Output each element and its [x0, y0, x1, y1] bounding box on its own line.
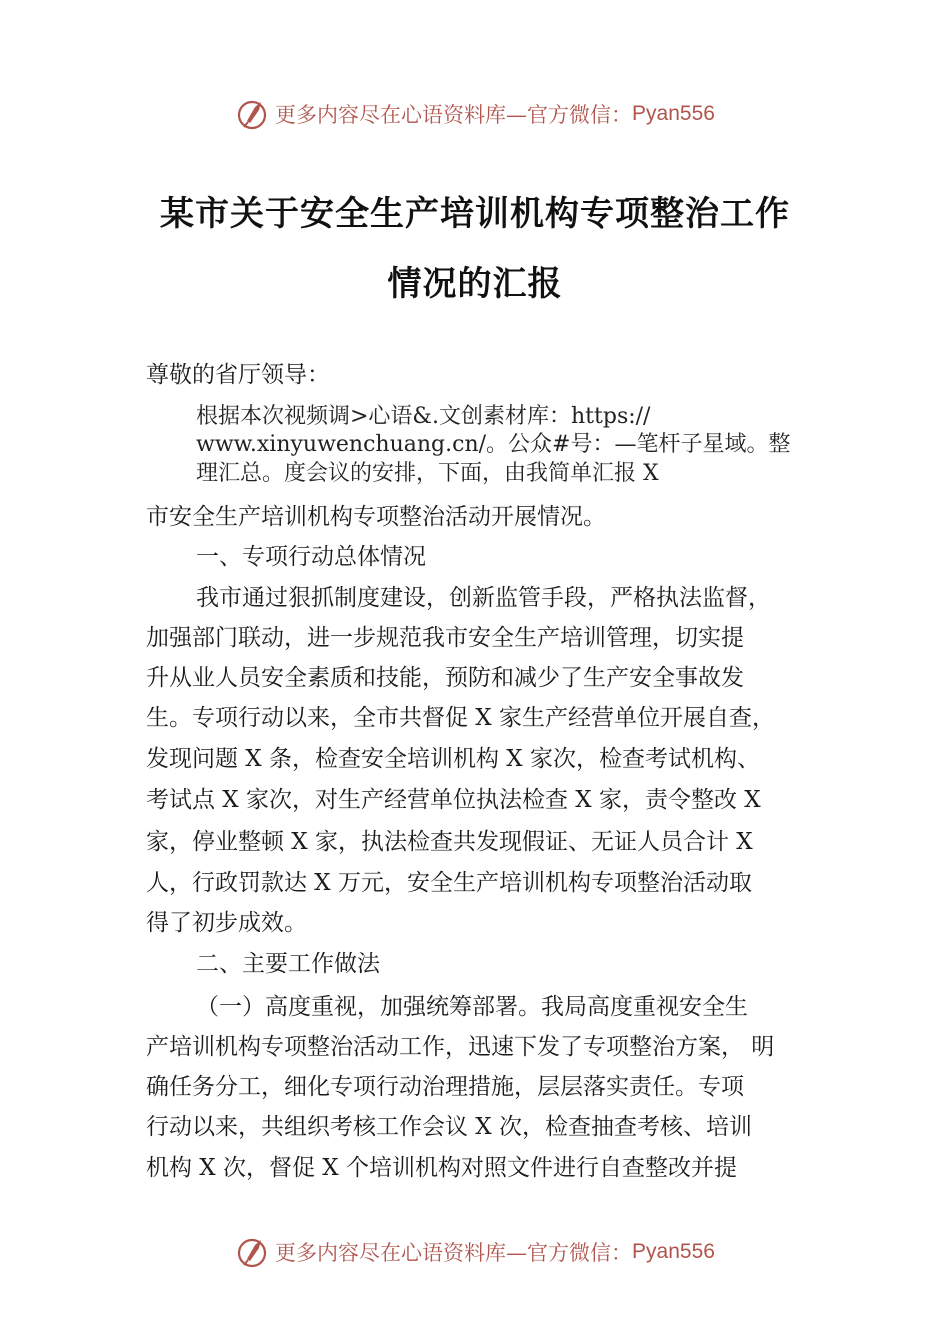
body-line: 家，停业整顿 X 家，执法检查共发现假证、无证人员合计 X [146, 829, 753, 855]
section-heading-1: 一、专项行动总体情况 [196, 544, 426, 570]
body-line: 考试点 X 家次，对生产经营单位执法检查 X 家，责令整改 X [146, 787, 761, 813]
body-line: 行动以来，共组织考核工作会议 X 次，检查抽查考核、培训 [146, 1114, 752, 1140]
body-line: 确任务分工，细化专项行动治理措施，层层落实责任。专项 [146, 1074, 744, 1100]
banner-wechat-id: Pyan556 [632, 1240, 715, 1263]
body-line: 生。专项行动以来，全市共督促 X 家生产经营单位开展自查， [146, 705, 775, 731]
body-line: 人，行政罚款达 X 万元，安全生产培训机构专项整治活动取 [146, 870, 752, 896]
body-line: 机构 X 次，督促 X 个培训机构对照文件进行自查整改并提 [146, 1155, 737, 1181]
watermark-line-2: www.xinyuwenchuang.cn/。公众#号：—笔杆子星域。整 [196, 432, 791, 457]
document-title-line-2: 情况的汇报 [387, 264, 563, 304]
banner-wechat-id: Pyan556 [632, 102, 715, 125]
pen-nib-circle-icon [235, 96, 271, 132]
body-line: （一）高度重视，加强统筹部署。我局高度重视安全生 [196, 994, 748, 1020]
body-line: 发现问题 X 条，检查安全培训机构 X 家次，检查考试机构、 [146, 746, 760, 772]
pen-nib-circle-icon [235, 1234, 271, 1270]
salutation: 尊敬的省厅领导： [146, 362, 330, 388]
body-line: 加强部门联动，进一步规范我市安全生产培训管理，切实提 [146, 625, 744, 651]
body-line: 得了初步成效。 [146, 910, 307, 936]
body-line: 产培训机构专项整治活动工作，迅速下发了专项整治方案， 明 [146, 1034, 775, 1060]
watermark-line-1: 根据本次视频调>心语&.文创素材库：https:// [196, 404, 651, 429]
section-heading-2: 二、主要工作做法 [196, 951, 380, 977]
footer-banner [0, 1232, 950, 1272]
body-line: 升从业人员安全素质和技能，预防和减少了生产安全事故发 [146, 665, 744, 691]
banner-text: 更多内容尽在心语资料库—官方微信： [275, 1241, 633, 1265]
header-banner [0, 94, 950, 134]
body-line: 市安全生产培训机构专项整治活动开展情况。 [146, 504, 606, 530]
document-title-line-1: 某市关于安全生产培训机构专项整治工作 [160, 194, 790, 234]
watermark-line-3: 理汇总。度会议的安排，下面，由我简单汇报 X [196, 461, 659, 486]
banner-text: 更多内容尽在心语资料库—官方微信： [275, 103, 633, 127]
body-line: 我市通过狠抓制度建设，创新监管手段，严格执法监督， [196, 585, 771, 611]
